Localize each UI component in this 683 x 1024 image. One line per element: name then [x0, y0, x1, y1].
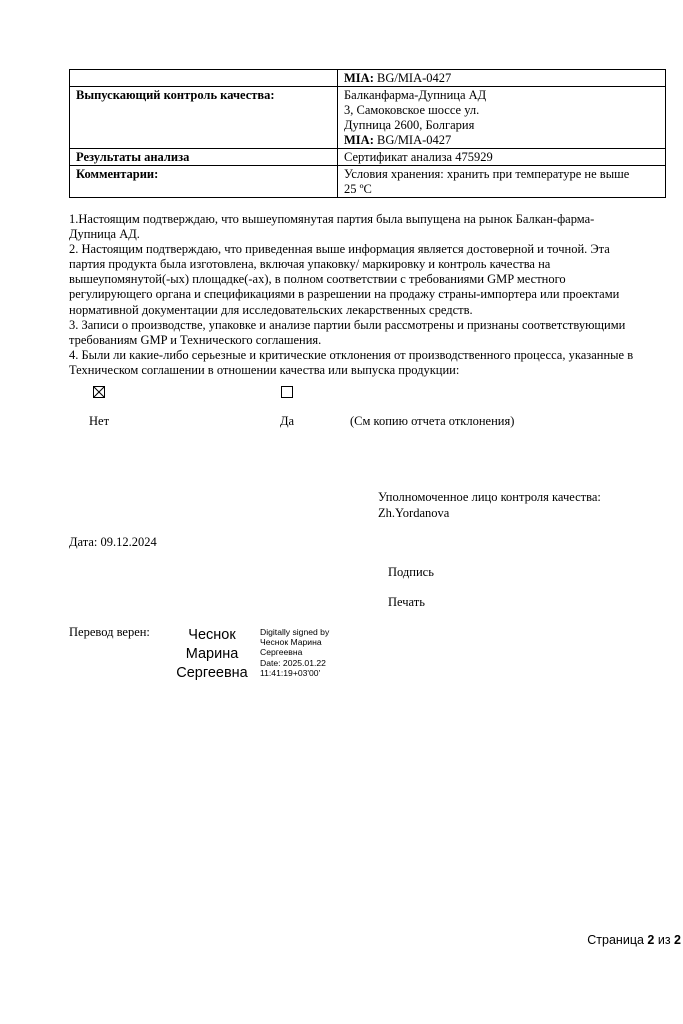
table-row-release-control — [70, 87, 666, 149]
authorized-person-label: Уполномоченное лицо контроля качества: — [378, 490, 601, 504]
release-company: Балканфарма-Дупница АД — [344, 88, 487, 102]
stamp-label: Печать — [388, 595, 425, 609]
release-street: 3, Самоковское шоссе ул. — [344, 103, 480, 117]
page-prefix: Страница — [587, 933, 648, 947]
date-text: Дата: 09.12.2024 — [69, 535, 157, 549]
signature-meta-line-3: Сергеевна — [260, 647, 303, 658]
release-control-value — [338, 87, 666, 149]
signature-meta-line-5: 11:41:19+03'00' — [260, 667, 321, 678]
comments-line-2: 25 ºC — [344, 182, 372, 196]
option-no-label: Нет — [89, 414, 110, 428]
statement-2-line-1: 2. Настоящим подтверждаю, что приведенная выше информация является достоверной и точной. Эта — [69, 242, 610, 257]
page-current: 2 — [647, 933, 655, 947]
statement-2-line-3: вышеупомянутой(-ых) площадке(-ах), в полном соответствии с требованиями GMP местного — [69, 272, 566, 287]
mia-prefix: MIA: — [344, 71, 374, 85]
signer-last-name: Сергеевна — [176, 665, 248, 681]
statement-2-line-4: регулирующего органа и спецификациями в разрешении на продажу страны-импортера или проектами — [69, 287, 620, 302]
signature-label: Подпись — [388, 565, 434, 579]
page-total: 2 — [674, 933, 681, 947]
release-mia-prefix: MIA: — [344, 133, 374, 147]
table-row-comments — [70, 166, 666, 198]
statement-3-line-2: требованиям GMP и Технического соглашения. — [69, 332, 322, 347]
statements-text — [69, 212, 674, 378]
table-row-mia — [70, 70, 666, 87]
release-city: Дупница 2600, Болгария — [344, 118, 475, 132]
release-control-label: Выпускающий контроль качества: — [70, 87, 338, 149]
analysis-results-value: Сертификат анализа 475929 — [338, 149, 666, 166]
release-mia-number: BG/MIA-0427 — [373, 133, 452, 147]
analysis-results-label: Результаты анализа — [70, 149, 338, 166]
statement-3-line-1: 3. Записи о производстве, упаковке и анализе партии были рассмотрены и признаны соответствующими — [69, 317, 626, 332]
comments-label: Комментарии: — [70, 166, 338, 198]
checkbox-cross-icon — [94, 387, 104, 397]
table-row-analysis-results — [70, 149, 666, 166]
mia-number: BG/MIA-0427 — [373, 71, 452, 85]
authorized-person-block — [378, 489, 601, 521]
translation-label: Перевод верен: — [69, 625, 150, 639]
statement-2-line-2: партия продукта была изготовлена, включая упаковку/ маркировку и контроль качества на — [69, 257, 551, 272]
signer-middle-name: Марина — [185, 646, 239, 662]
statement-4-line-2: Техническом соглашении в отношении качества или выпуска продукции: — [69, 362, 460, 377]
deviation-note: (См копию отчета отклонения) — [350, 414, 515, 428]
signature-meta-line-2: Чеснок Марина — [260, 637, 322, 648]
statement-2-line-5: нормативной документации для исследовательских лекарственных средств. — [69, 302, 473, 317]
table-row-mia-label — [70, 70, 338, 87]
signature-meta-line-4: Date: 2025.01.22 — [260, 657, 326, 668]
table-row-mia-value — [338, 70, 666, 87]
authorized-person-name: Zh.Yordanova — [378, 506, 450, 520]
page-middle: из — [654, 933, 675, 947]
statement-1-line-2: Дупница АД. — [69, 227, 140, 242]
comments-line-1: Условия хранения: хранить при температуре не выше — [344, 167, 630, 181]
comments-value — [338, 166, 666, 198]
release-mia — [344, 133, 659, 148]
option-yes-label: Да — [280, 414, 295, 428]
statement-1-line-1: 1.Настоящим подтверждаю, что вышеупомянутая партия была выпущена на рынок Балкан-фарма- — [69, 212, 595, 226]
signer-first-name: Чеснок — [188, 627, 236, 643]
digital-signature-details — [260, 627, 329, 678]
signature-meta-line-1: Digitally signed by — [260, 627, 330, 637]
checkbox-yes[interactable] — [281, 386, 293, 398]
digital-signature-name — [172, 626, 252, 683]
page-number — [587, 933, 681, 947]
statement-4-line-1: 4. Были ли какие-либо серьезные и критические отклонения от производственного процесса, указанные в — [69, 347, 634, 362]
checkbox-no[interactable] — [93, 386, 105, 398]
info-table — [69, 69, 666, 198]
